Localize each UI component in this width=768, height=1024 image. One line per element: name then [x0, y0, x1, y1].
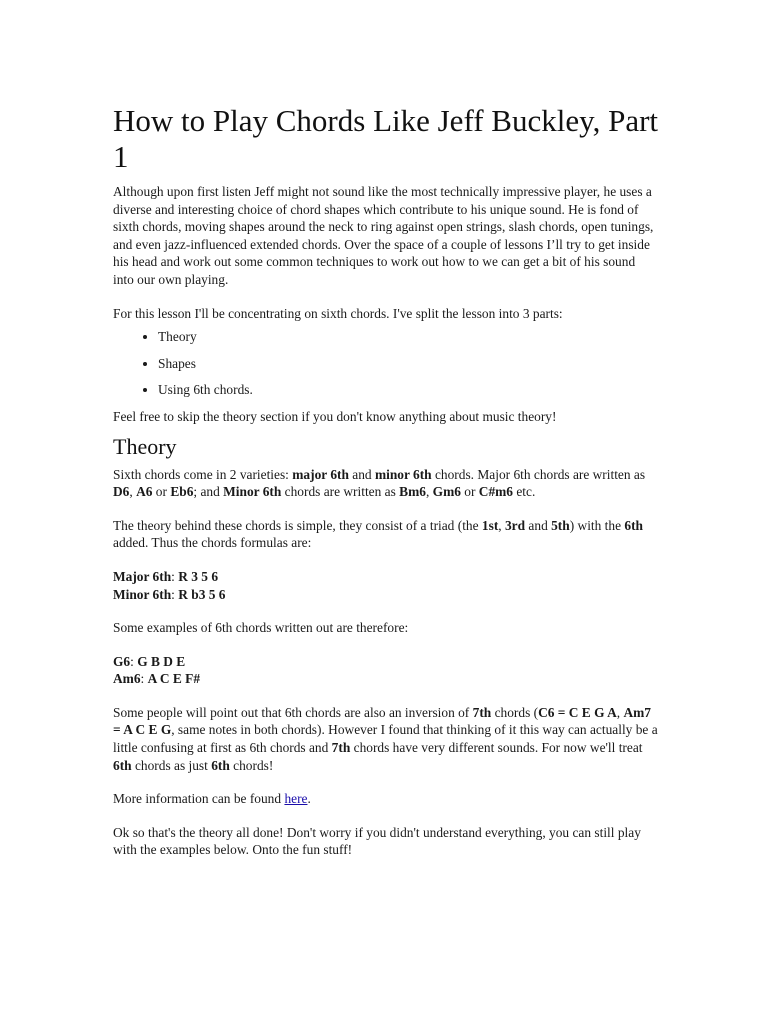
example-g6 — [113, 653, 658, 671]
bold-term: 5th — [551, 517, 570, 533]
example-am6 — [113, 670, 658, 688]
more-info-link[interactable]: here — [284, 791, 308, 807]
formula-value: R 3 5 6 — [178, 568, 219, 584]
list-item: • Shapes — [158, 355, 658, 373]
bold-term: Minor 6th — [223, 484, 282, 500]
bold-term: 3rd — [504, 517, 526, 533]
text: ) with the — [569, 517, 625, 533]
formula-minor — [113, 586, 658, 604]
text: chords have very different sounds. For now we'll treat — [350, 740, 643, 756]
text: , same notes in both chords). However I found that thinking of it this way can actually be a little confusing at first as 6th chords and — [113, 722, 658, 756]
bold-term: D6 — [113, 484, 130, 500]
bold-term: 6th — [211, 757, 230, 773]
formula-separator: : — [171, 568, 179, 584]
bold-term: Bm6 — [399, 484, 426, 500]
text: chords ( — [491, 704, 539, 720]
text: . — [307, 791, 311, 807]
skip-note: Feel free to skip the theory section if you don't know anything about music theory! — [113, 408, 557, 424]
bold-term: Gm6 — [432, 484, 461, 500]
bold-term: C6 = C E G A — [538, 704, 617, 720]
bold-term: 1st — [481, 517, 499, 533]
bold-term: Am7 = A C E G — [113, 704, 652, 738]
text: Some people will point out that 6th chords are also an inversion of — [113, 704, 473, 720]
intro-paragraph: Although upon first listen Jeff might not sound like the most technically impressive player, he uses a diverse and interesting choice of chord shapes which contribute to his unique sound. He is fond of sixth chords, moving shapes around the neck to ring against open strings, slash chords, open tunings, and even jazz-influenced extended chords. Over the space of a couple of lessons I’ll try to get inside his head and work out some common techniques to work out how to we can get a bit of his sound into our own playing. — [113, 184, 654, 287]
example-value: A C E F# — [147, 671, 201, 687]
formula-label: Major 6th — [113, 568, 172, 584]
text: The theory behind these chords is simple, they consist of a triad (the — [113, 517, 482, 533]
text: ; and — [193, 484, 224, 500]
document-page — [113, 103, 658, 875]
bold-term: A6 — [136, 484, 153, 500]
theory-heading: Theory — [113, 433, 177, 459]
text: Sixth chords come in 2 varieties: — [113, 466, 293, 482]
page-title: How to Play Chords Like Jeff Buckley, Part 1 — [113, 103, 659, 174]
text: chords are written as — [281, 484, 400, 500]
bold-term: 7th — [331, 740, 351, 756]
list-item: • Theory — [158, 328, 658, 346]
example-separator: : — [140, 671, 148, 687]
formula-value: R b3 5 6 — [178, 586, 226, 602]
bold-term: Eb6 — [170, 484, 194, 500]
examples-intro: Some examples of 6th chords written out are therefore: — [113, 620, 409, 636]
example-label: G6 — [113, 653, 131, 669]
bold-term: 6th — [624, 517, 643, 533]
bold-term: major 6th — [292, 466, 349, 482]
bold-term: 7th — [472, 704, 492, 720]
theory-paragraph-1 — [113, 466, 658, 501]
text: or — [460, 484, 479, 500]
theory-paragraph-2 — [113, 517, 658, 552]
text: More information can be found — [113, 791, 285, 807]
text: , — [425, 484, 433, 500]
lesson-intro-paragraph: For this lesson I'll be concentrating on sixth chords. I've split the lesson into 3 parts: — [113, 305, 563, 321]
example-label: Am6 — [113, 671, 141, 687]
text: , — [616, 704, 624, 720]
text: chords as just — [131, 757, 212, 773]
theory-paragraph-3 — [113, 704, 658, 774]
bold-term: C#m6 — [478, 484, 513, 500]
text: and — [525, 517, 552, 533]
more-info-paragraph — [113, 790, 658, 808]
text: , — [129, 484, 137, 500]
text: added. Thus the chords formulas are: — [113, 535, 312, 551]
text: chords! — [229, 757, 274, 773]
formula-separator: : — [171, 586, 179, 602]
list-item: • Using 6th chords. — [158, 381, 658, 399]
formula-major — [113, 568, 658, 586]
text: and — [348, 466, 375, 482]
lesson-parts-list — [113, 328, 658, 399]
formula-label: Minor 6th — [113, 586, 172, 602]
text: , — [498, 517, 505, 533]
text: chords. Major 6th chords are written as — [431, 466, 646, 482]
example-separator: : — [130, 653, 138, 669]
text: or — [152, 484, 171, 500]
example-value: G B D E — [137, 653, 186, 669]
bold-term: 6th — [113, 757, 132, 773]
outro-paragraph: Ok so that's the theory all done! Don't worry if you didn't understand everything, you can still play with the examples below. Onto the fun stuff! — [113, 824, 641, 858]
bold-term: minor 6th — [374, 466, 432, 482]
text: etc. — [513, 484, 536, 500]
